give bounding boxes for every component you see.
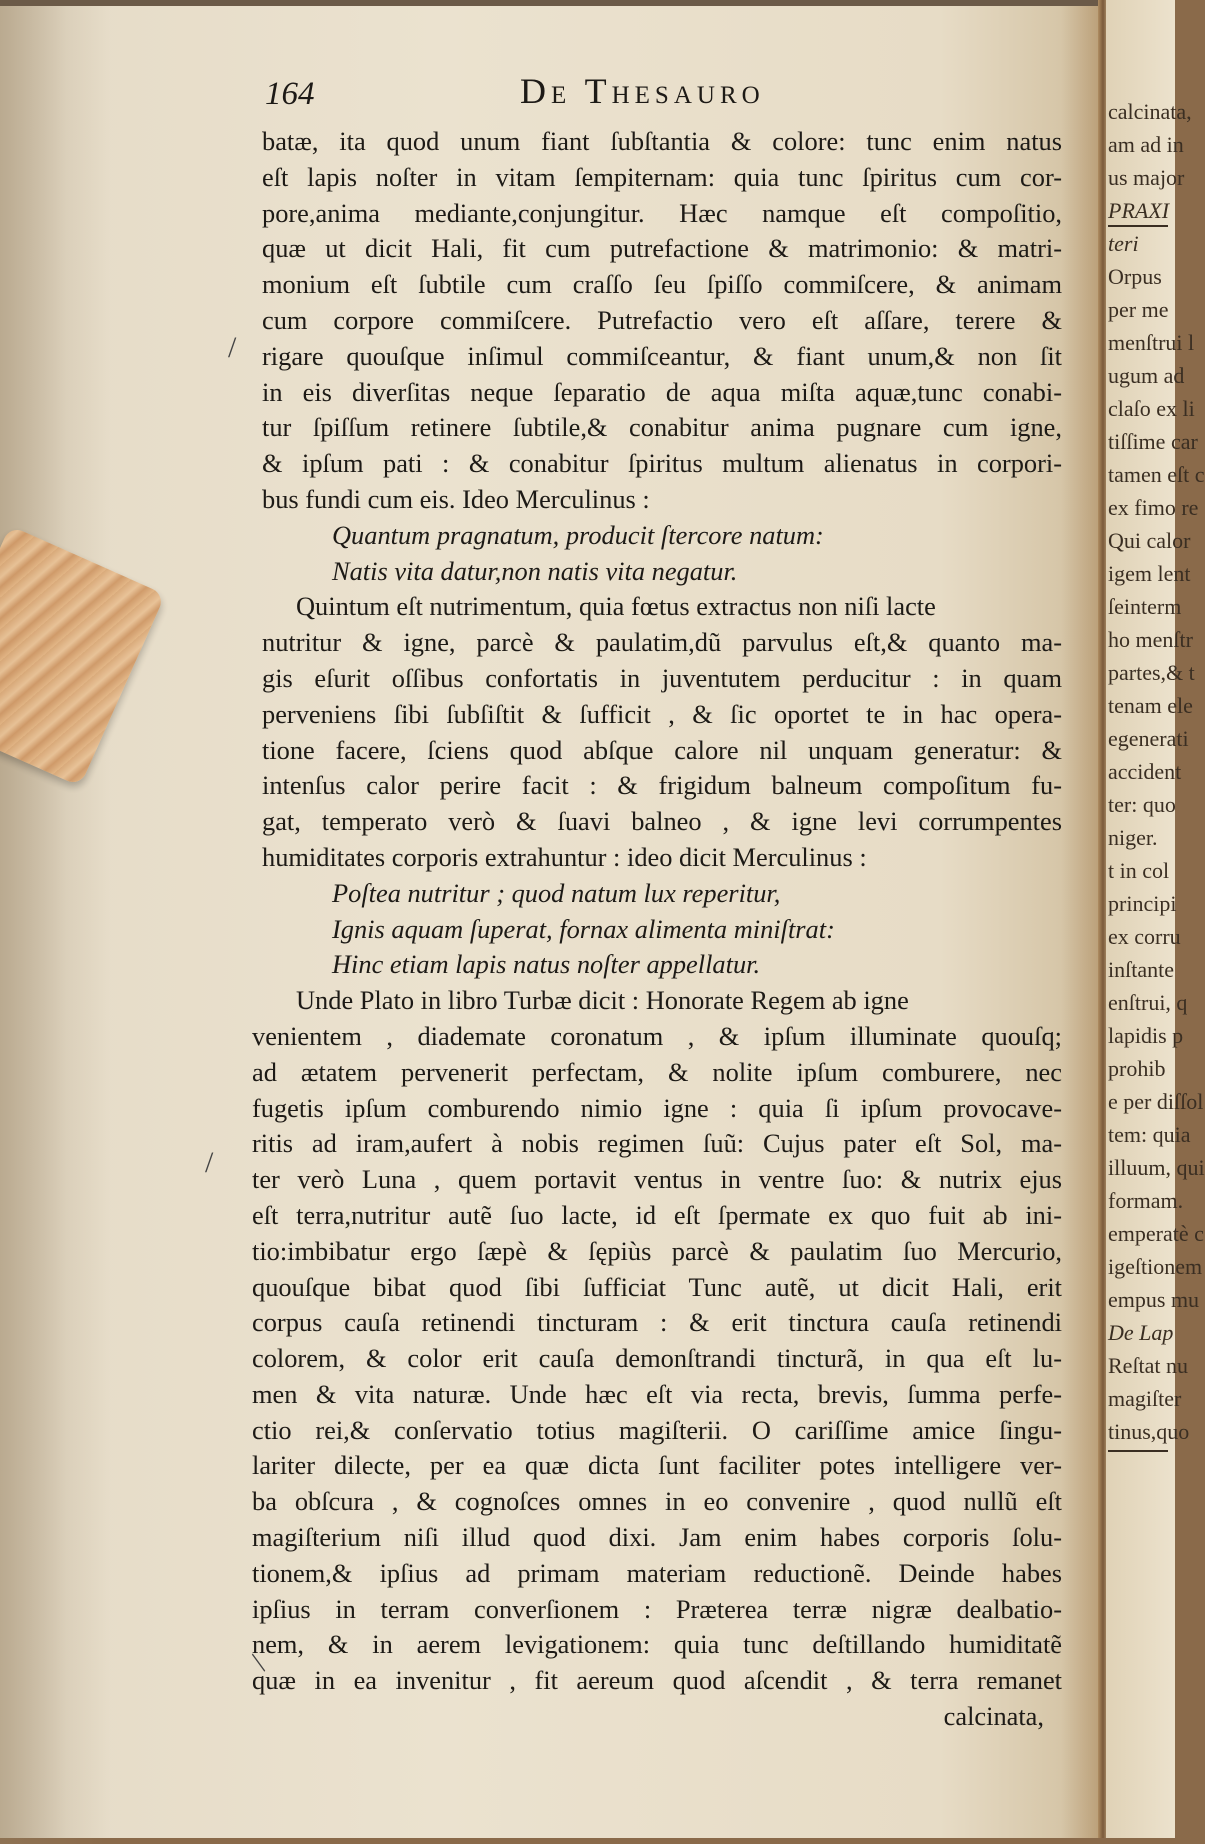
facing-page-fragment: e per diſſol xyxy=(1108,1089,1204,1114)
text-line: Unde Plato in libro Turbæ dicit : Honorate Regem ab igne xyxy=(296,985,909,1016)
facing-page-fragment: igem lent xyxy=(1108,561,1191,586)
text-line: tur ſpiſſum retinere ſubtile,& conabitur anima pugnare cum igne, xyxy=(262,412,1062,443)
facing-page-fragment: inſtante xyxy=(1108,957,1174,982)
facing-page-fragment: igeſtionem xyxy=(1108,1254,1203,1279)
text-line: nutritur & igne, parcè & paulatim,dũ parvulus eſt,& quanto ma- xyxy=(262,627,1062,658)
text-line: corpus cauſa retinendi tincturam : & erit tinctura cauſa retinendi xyxy=(252,1307,1062,1338)
text-line: ba obſcura , & cognoſces omnes in eo convenire , quod nullũ eſt xyxy=(252,1486,1062,1517)
facing-page-fragment: accident xyxy=(1108,759,1182,784)
text-line: eſt terra,nutritur autẽ ſuo lacte, id eſt ſpermate ex quo fuit ab ini- xyxy=(252,1199,1062,1230)
margin-pencil-mark: / xyxy=(228,331,237,364)
facing-page-fragment: formam. xyxy=(1108,1188,1184,1213)
margin-pencil-mark: / xyxy=(205,1146,214,1179)
text-line: Natis vita datur,non natis vita negatur. xyxy=(332,555,738,586)
page-edge-stain xyxy=(0,6,110,1844)
margin-pencil-mark: / xyxy=(242,1649,275,1676)
text-line: humiditates corporis extrahuntur : ideo dicit Merculinus : xyxy=(262,841,867,872)
text-line: fugetis ipſum comburendo nimio igne : quia ſi ipſum provocave- xyxy=(252,1092,1062,1123)
text-line: eſt lapis noſter in vitam ſempiternam: quia tunc ſpiritus cum cor- xyxy=(262,161,1062,192)
facing-page-fragment: tamen eſt c xyxy=(1108,462,1205,487)
body-text xyxy=(252,124,1062,1735)
text-line: tionem,& ipſius ad primam materiam reductionẽ. Deinde habes xyxy=(252,1557,1062,1588)
facing-page-fragment: prohib xyxy=(1108,1056,1166,1081)
facing-page-fragment: ugum ad xyxy=(1108,363,1185,388)
facing-page-fragment: ter: quo xyxy=(1108,792,1176,817)
text-line: nem, & in aerem levigationem: quia tunc deſtillando humiditatẽ xyxy=(252,1629,1062,1660)
text-line: tio:imbibatur ergo ſæpè & ſępiùs parcè & paulatim ſuo Mercurio, xyxy=(252,1235,1062,1266)
facing-page-fragment: Orpus xyxy=(1108,264,1162,289)
facing-page-fragment: principi xyxy=(1108,891,1177,916)
text-line: ctio rei,& conſervatio totius magiſterii. O cariſſime amice ſingu- xyxy=(252,1414,1062,1445)
text-line: ad ætatem pervenerit perfectam, & nolite ipſum comburere, nec xyxy=(252,1056,1062,1087)
facing-page-fragment: tiſſime car xyxy=(1108,429,1198,454)
text-line: rigare quouſque inſimul commiſceantur, & fiant unum,& non ſit xyxy=(262,340,1062,371)
text-line: cum corpore commiſcere. Putrefactio vero eſt aſſare, terere & xyxy=(262,304,1062,335)
text-line: men & vita naturæ. Unde hæc eſt via recta, brevis, ſumma perfe- xyxy=(252,1378,1062,1409)
page-number: 164 xyxy=(265,76,315,112)
text-line: calcinata, xyxy=(943,1701,1044,1732)
text-line: ritis ad iram,aufert à nobis regimen ſuũ: Cujus pater eſt Sol, ma- xyxy=(252,1128,1062,1159)
facing-page-fragment: lapidis p xyxy=(1108,1023,1184,1048)
text-line: intenſus calor perire facit : & frigidum balneum compoſitum fu- xyxy=(262,770,1062,801)
text-line: lariter dilecte, per ea quæ dicta ſunt faciliter potes intelligere ver- xyxy=(252,1450,1062,1481)
facing-page-fragment: am ad in xyxy=(1108,132,1184,157)
facing-page-fragment: t in col xyxy=(1108,858,1170,883)
text-line: Poſtea nutritur ; quod natum lux reperitur, xyxy=(332,877,781,908)
facing-page-fragment: Reſtat nu xyxy=(1108,1353,1189,1378)
facing-page-fragment: ex fimo re xyxy=(1108,495,1199,520)
running-title: De Thesauro xyxy=(520,71,765,111)
text-line: pore,anima mediante,conjungitur. Hæc namque eſt compoſitio, xyxy=(262,197,1062,228)
facing-page-fragment: per me xyxy=(1108,297,1169,322)
facing-page-fragment: ho menſtr xyxy=(1108,627,1193,652)
facing-page-fragment: illuum, qui xyxy=(1108,1155,1205,1180)
text-line: quæ ut dicit Hali, fit cum putrefactione & matrimonio: & matri- xyxy=(262,233,1062,264)
facing-page-fragments xyxy=(1108,95,1205,1448)
text-line: batæ, ita quod unum fiant ſubſtantia & colore: tunc enim natus xyxy=(262,126,1062,156)
facing-page-fragment: PRAXI xyxy=(1108,198,1170,223)
text-line: gis eſurit oſſibus confortatis in juventutem perducitur : in quam xyxy=(262,662,1062,693)
facing-page-fragment: magiſter xyxy=(1108,1386,1182,1411)
facing-page-fragment: Qui calor xyxy=(1108,528,1191,553)
text-line: Quintum eſt nutrimentum, quia fœtus extractus non niſi lacte xyxy=(296,591,936,622)
text-line: tione facere, ſciens quod abſque calore nil unquam generatur: & xyxy=(262,734,1062,765)
facing-page-fragment: emperatè c xyxy=(1108,1221,1204,1246)
facing-page-fragment: tem: quia xyxy=(1108,1122,1191,1147)
text-line: venientem , diademate coronatum , & ipſum illuminate quouſq; xyxy=(252,1020,1062,1051)
facing-page-fragment: empus mu xyxy=(1108,1287,1200,1312)
text-line: & ipſum pati : & conabitur ſpiritus multum alienatus in corpori- xyxy=(262,448,1062,479)
facing-page-rule xyxy=(1108,1450,1168,1452)
text-line: Hinc etiam lapis natus noſter appellatur. xyxy=(332,949,761,980)
facing-page-fragment: ex corru xyxy=(1108,924,1181,949)
facing-page-fragment: us major xyxy=(1108,165,1185,190)
text-line: ipſius in terram converſionem : Præterea terræ nigræ dealbatio- xyxy=(252,1593,1062,1624)
facing-page-fragment: De Lap xyxy=(1108,1320,1174,1345)
facing-page-fragment: teri xyxy=(1108,231,1139,256)
wooden-page-clip xyxy=(0,526,165,787)
text-line: Ignis aquam ſuperat, fornax alimenta miniſtrat: xyxy=(332,913,835,944)
facing-page-fragment: ſeinterm xyxy=(1108,594,1182,619)
facing-page-fragment: egenerati xyxy=(1108,726,1189,751)
text-line: Quantum pragnatum, producit ſtercore natum: xyxy=(332,519,824,550)
text-line: monium eſt ſubtile cum craſſo ſeu ſpiſſo commiſcere, & animam xyxy=(262,269,1062,300)
facing-page-fragment: tinus,quo xyxy=(1108,1419,1190,1444)
facing-page-fragment: calcinata, xyxy=(1108,99,1192,124)
facing-page-fragment: enſtrui, q xyxy=(1108,990,1188,1015)
text-line: magiſterium niſi illud quod dixi. Jam enim habes corporis ſolu- xyxy=(252,1522,1062,1553)
text-line: gat, temperato verò & ſuavi balneo , & igne levi corrumpentes xyxy=(262,806,1062,837)
facing-page-fragment: menſtrui l xyxy=(1108,330,1195,355)
text-line: in eis diverſitas neque ſeparatio de aqua miſta aquæ,tunc conabi- xyxy=(262,376,1062,407)
facing-page-fragment: partes,& t xyxy=(1108,660,1195,685)
page-header xyxy=(265,68,1065,118)
text-line: colorem, & color erit cauſa demonſtrandi tincturã, in qua eſt lu- xyxy=(252,1343,1062,1374)
facing-page-fragment: niger. xyxy=(1108,825,1158,850)
text-line: bus fundi cum eis. Ideo Merculinus : xyxy=(262,483,650,514)
text-line: perveniens ſibi ſubſiſtit & ſufficit , & ſic oportet te in hac opera- xyxy=(262,698,1062,729)
facing-page-fragment: claſo ex li xyxy=(1108,396,1195,421)
facing-page-fragment: tenam ele xyxy=(1108,693,1193,718)
text-line: quæ in ea invenitur , fit aereum quod aſcendit , & terra remanet xyxy=(252,1665,1062,1696)
text-line: quouſque bibat quod ſibi ſufficiat Tunc autẽ, ut dicit Hali, erit xyxy=(252,1271,1062,1302)
text-line: ter verò Luna , quem portavit ventus in ventre ſuo: & nutrix ejus xyxy=(252,1164,1062,1195)
